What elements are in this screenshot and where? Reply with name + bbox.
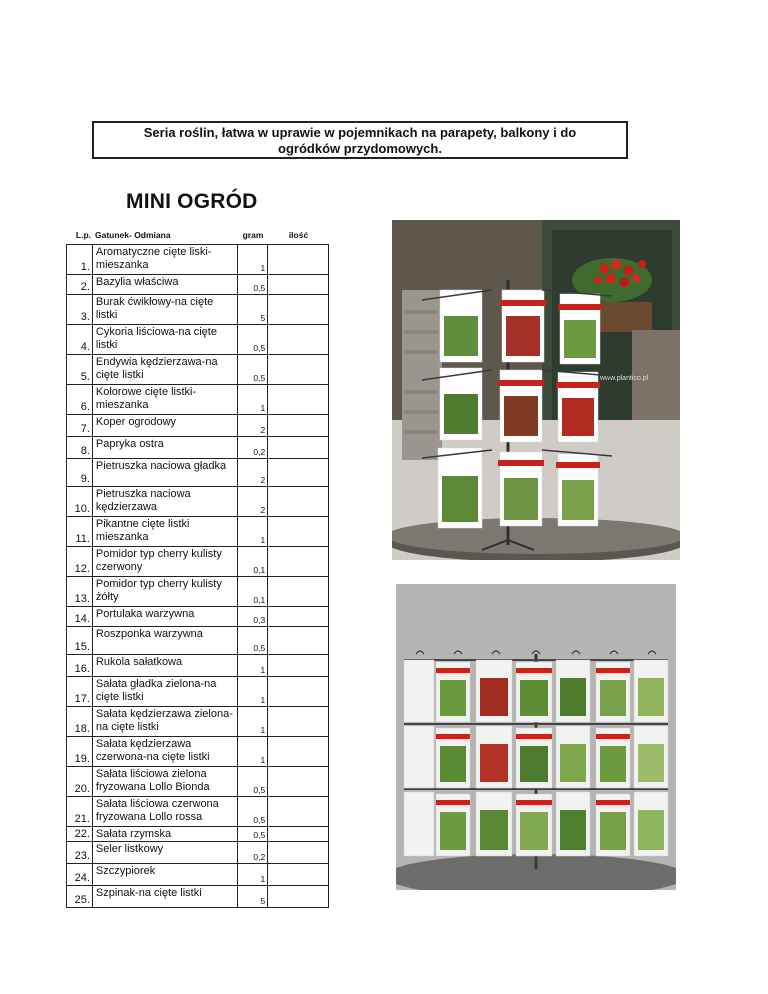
- row-species-name: Aromatyczne cięte liski- mieszanka: [93, 245, 238, 274]
- table-row: [67, 325, 329, 355]
- row-quantity: [268, 295, 329, 324]
- row-species-name: Sałata rzymska: [93, 827, 238, 841]
- row-quantity: [268, 275, 329, 294]
- table-row: [67, 607, 329, 627]
- row-gram: 1: [238, 707, 268, 736]
- row-number: 7.: [67, 415, 93, 436]
- row-species-name: Koper ogrodowy: [93, 415, 238, 436]
- row-number: 11.: [67, 517, 93, 546]
- row-quantity: [268, 827, 329, 841]
- row-quantity: [268, 797, 329, 826]
- row-species-name: Pikantne cięte listki mieszanka: [93, 517, 238, 546]
- row-species-name: Kolorowe cięte listki- mieszanka: [93, 385, 238, 414]
- row-number: 4.: [67, 325, 93, 354]
- table-row: [67, 655, 329, 677]
- row-gram: 0,1: [238, 547, 268, 576]
- table-row: [67, 827, 329, 842]
- row-quantity: [268, 517, 329, 546]
- row-number: 1.: [67, 245, 93, 274]
- plantico-url: www.plantico.pl: [600, 375, 649, 382]
- row-quantity: [268, 886, 329, 907]
- row-species-name: Pietruszka naciowa kędzierzawa: [93, 487, 238, 516]
- row-gram: 0,2: [238, 437, 268, 458]
- row-quantity: [268, 577, 329, 606]
- header-name: Gatunek- Odmiana: [95, 230, 171, 240]
- header-qty: ilość: [288, 230, 309, 240]
- table-row: [67, 415, 329, 437]
- row-species-name: Endywia kędzierzawa-na cięte listki: [93, 355, 238, 384]
- row-number: 9.: [67, 459, 93, 486]
- row-gram: 2: [238, 415, 268, 436]
- row-gram: 2: [238, 487, 268, 516]
- row-gram: 1: [238, 677, 268, 706]
- row-quantity: [268, 707, 329, 736]
- table-row: [67, 385, 329, 415]
- row-number: 17.: [67, 677, 93, 706]
- row-species-name: Cykoria liściowa-na cięte listki: [93, 325, 238, 354]
- row-quantity: [268, 655, 329, 676]
- seed-stand-photo-2: [396, 584, 676, 890]
- table-row: [67, 677, 329, 707]
- row-species-name: Burak ćwikłowy-na cięte listki: [93, 295, 238, 324]
- table-row: [67, 842, 329, 864]
- table-row: [67, 355, 329, 385]
- seed-stand-1-illustration: [392, 220, 680, 560]
- row-number: 14.: [67, 607, 93, 626]
- table-row: [67, 517, 329, 547]
- row-species-name: Seler listkowy: [93, 842, 238, 863]
- row-species-name: Pomidor typ cherry kulisty czerwony: [93, 547, 238, 576]
- row-number: 24.: [67, 864, 93, 885]
- row-gram: 0,5: [238, 827, 268, 841]
- table-row: [67, 577, 329, 607]
- row-number: 20.: [67, 767, 93, 796]
- row-quantity: [268, 385, 329, 414]
- row-number: 13.: [67, 577, 93, 606]
- row-gram: 5: [238, 295, 268, 324]
- row-gram: 1: [238, 737, 268, 766]
- row-species-name: Rukola sałatkowa: [93, 655, 238, 676]
- header-box: [92, 121, 628, 159]
- table-row: [67, 275, 329, 295]
- table-body: [66, 244, 329, 908]
- table-row: [67, 707, 329, 737]
- row-number: 21.: [67, 797, 93, 826]
- row-quantity: [268, 245, 329, 274]
- row-number: 12.: [67, 547, 93, 576]
- row-species-name: Pietruszka naciowa gładka: [93, 459, 238, 486]
- row-gram: 0,5: [238, 797, 268, 826]
- row-gram: 0,5: [238, 325, 268, 354]
- row-gram: 1: [238, 245, 268, 274]
- row-species-name: Bazylia właściwa: [93, 275, 238, 294]
- row-number: 15.: [67, 627, 93, 654]
- table-row: [67, 767, 329, 797]
- row-quantity: [268, 767, 329, 796]
- row-number: 3.: [67, 295, 93, 324]
- table-row: [67, 295, 329, 325]
- table-row: [67, 437, 329, 459]
- seed-table: [66, 226, 329, 908]
- table-header: [66, 226, 329, 244]
- row-quantity: [268, 677, 329, 706]
- row-gram: 0,5: [238, 627, 268, 654]
- seed-stand-2-illustration: [396, 584, 676, 890]
- table-row: [67, 547, 329, 577]
- header-line-2: ogródków przydomowych.: [278, 141, 442, 156]
- table-row: [67, 886, 329, 908]
- row-number: 25.: [67, 886, 93, 907]
- row-quantity: [268, 547, 329, 576]
- row-quantity: [268, 627, 329, 654]
- row-quantity: [268, 487, 329, 516]
- table-row: [67, 245, 329, 275]
- row-species-name: Sałata kędzierzawa czerwona-na cięte listki: [93, 737, 238, 766]
- row-species-name: Roszponka warzywna: [93, 627, 238, 654]
- row-gram: 0,1: [238, 577, 268, 606]
- row-gram: 1: [238, 864, 268, 885]
- row-number: 6.: [67, 385, 93, 414]
- row-gram: 5: [238, 886, 268, 907]
- row-number: 19.: [67, 737, 93, 766]
- row-number: 18.: [67, 707, 93, 736]
- seed-stand-photo-1: [392, 220, 680, 560]
- table-row: [67, 487, 329, 517]
- row-gram: 0,2: [238, 842, 268, 863]
- page-title: MINI OGRÓD: [126, 190, 258, 213]
- row-gram: 0,5: [238, 767, 268, 796]
- table-row: [67, 627, 329, 655]
- row-number: 22.: [67, 827, 93, 841]
- table-row: [67, 737, 329, 767]
- row-gram: 1: [238, 655, 268, 676]
- row-species-name: Szczypiorek: [93, 864, 238, 885]
- row-species-name: Portulaka warzywna: [93, 607, 238, 626]
- table-row: [67, 864, 329, 886]
- row-number: 10.: [67, 487, 93, 516]
- row-number: 5.: [67, 355, 93, 384]
- row-species-name: Sałata liściowa zielona fryzowana Lollo Bionda: [93, 767, 238, 796]
- row-quantity: [268, 842, 329, 863]
- row-quantity: [268, 607, 329, 626]
- row-quantity: [268, 415, 329, 436]
- row-gram: 1: [238, 385, 268, 414]
- row-quantity: [268, 459, 329, 486]
- row-species-name: Szpinak-na cięte listki: [93, 886, 238, 907]
- row-quantity: [268, 355, 329, 384]
- row-species-name: Sałata kędzierzawa zielona- na cięte listki: [93, 707, 238, 736]
- row-gram: 1: [238, 517, 268, 546]
- header-lp: L.p.: [75, 230, 91, 240]
- table-row: [67, 459, 329, 487]
- row-number: 8.: [67, 437, 93, 458]
- row-number: 16.: [67, 655, 93, 676]
- header-gram: gram: [242, 230, 264, 240]
- row-species-name: Pomidor typ cherry kulisty żółty: [93, 577, 238, 606]
- row-gram: 2: [238, 459, 268, 486]
- row-gram: 0,3: [238, 607, 268, 626]
- row-species-name: Sałata liściowa czerwona fryzowana Lollo rossa: [93, 797, 238, 826]
- header-line-1: Seria roślin, łatwa w uprawie w pojemnikach na parapety, balkony i do: [143, 125, 577, 140]
- row-quantity: [268, 864, 329, 885]
- row-number: 23.: [67, 842, 93, 863]
- table-row: [67, 797, 329, 827]
- row-quantity: [268, 737, 329, 766]
- row-gram: 0,5: [238, 355, 268, 384]
- row-gram: 0,5: [238, 275, 268, 294]
- row-quantity: [268, 437, 329, 458]
- row-species-name: Papryka ostra: [93, 437, 238, 458]
- row-quantity: [268, 325, 329, 354]
- row-number: 2.: [67, 275, 93, 294]
- row-species-name: Sałata gładka zielona-na cięte listki: [93, 677, 238, 706]
